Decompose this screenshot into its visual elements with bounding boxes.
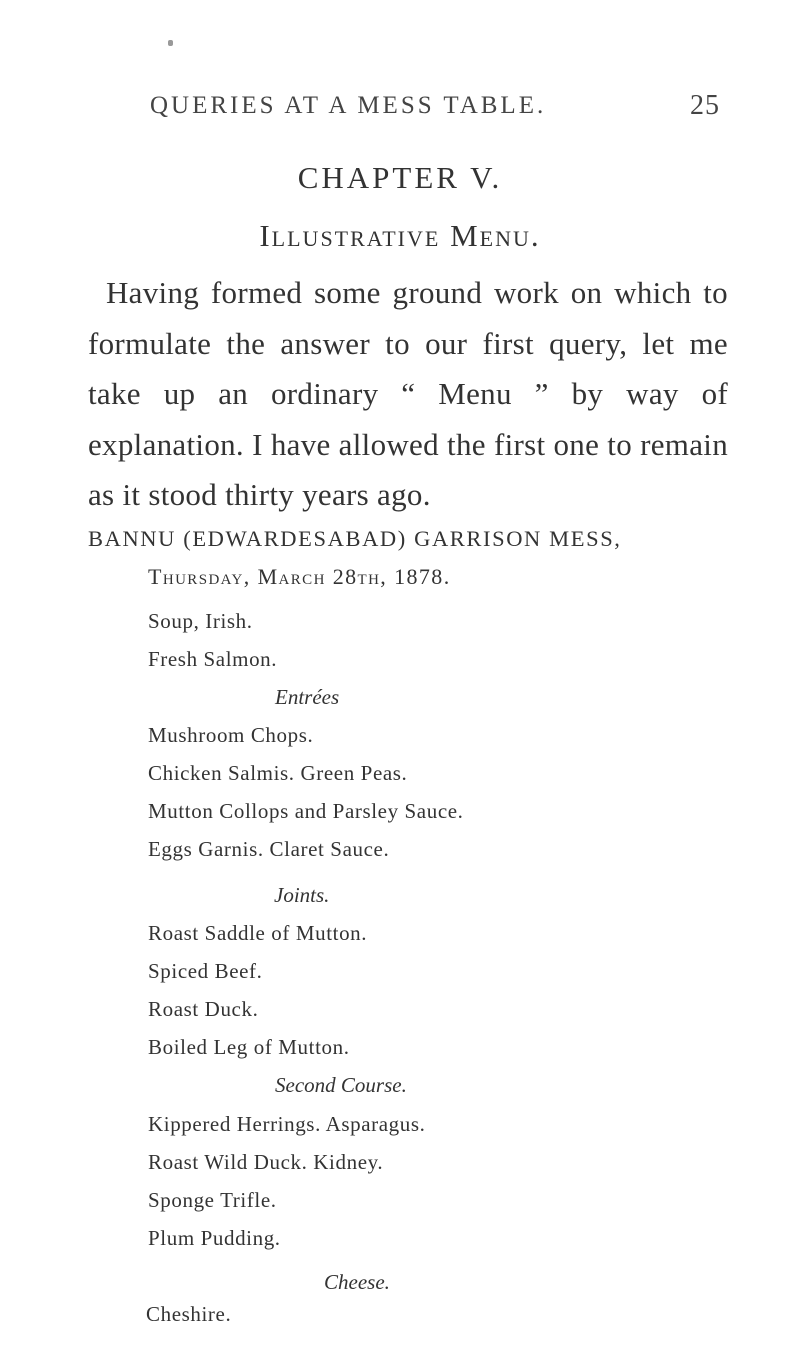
running-head-title: QUERIES AT A MESS TABLE. [150,92,547,119]
course-heading-joints: Joints. [274,883,330,907]
menu-item: Eggs Garnis. Claret Sauce. [148,837,390,861]
menu-item: Chicken Salmis. Green Peas. [148,761,408,785]
course-heading-second-course: Second Course. [275,1073,407,1097]
menu-item: Plum Pudding. [148,1226,281,1250]
menu-item: Sponge Trifle. [148,1188,277,1212]
menu-item: Boiled Leg of Mutton. [148,1035,350,1059]
course-heading-cheese: Cheese. [324,1270,390,1294]
menu-item: Soup, Irish. [148,609,253,633]
menu-item: Kippered Herrings. Asparagus. [148,1112,426,1136]
menu-item: Mutton Collops and Parsley Sauce. [148,799,464,823]
paragraph-text: Having formed some ground work on which to formulate the answer to our first query, let me take up an ordinary “ Menu ” by way of explanation. I have allowed the first one to remain as it stood thirty years ago. [88,275,728,512]
page-number: 25 [690,90,720,121]
chapter-heading: CHAPTER V. [297,160,503,195]
menu-date: Thursday, March 28th, 1878. [148,564,451,589]
body-paragraph [88,268,728,521]
course-heading-entrees: Entrées [275,685,340,709]
menu-item: Spiced Beef. [148,959,263,983]
menu-item: Roast Saddle of Mutton. [148,921,368,945]
menu-heading: BANNU (EDWARDESABAD) GARRISON MESS, [88,526,622,551]
section-title: Illustrative Menu. [259,218,541,253]
menu-item: Fresh Salmon. [148,647,278,671]
menu-item: Cheshire. [146,1302,232,1326]
menu-item: Roast Wild Duck. Kidney. [148,1150,384,1174]
menu-item: Roast Duck. [148,997,259,1021]
menu-item: Mushroom Chops. [148,723,314,747]
ink-speck [168,40,173,46]
